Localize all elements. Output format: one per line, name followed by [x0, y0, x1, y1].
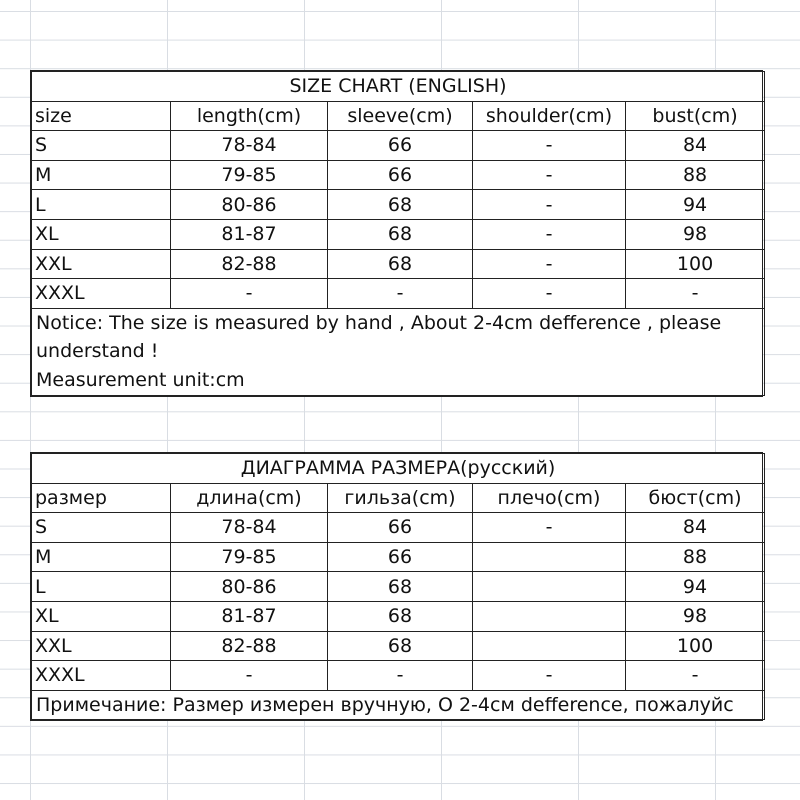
- bust-cell: 88: [626, 160, 765, 190]
- header-length: длина(cm): [171, 483, 328, 513]
- size-cell: XXL: [32, 249, 171, 279]
- header-row: [32, 483, 765, 513]
- table-row: [32, 160, 765, 190]
- sleeve-cell: 68: [328, 249, 473, 279]
- size-chart-russian: [30, 452, 763, 721]
- notice-text: [32, 690, 765, 720]
- length-cell: 82-88: [171, 631, 328, 661]
- table-row: [32, 279, 765, 309]
- length-cell: -: [171, 661, 328, 691]
- shoulder-cell: -: [473, 249, 626, 279]
- bust-cell: -: [626, 661, 765, 691]
- sleeve-cell: 66: [328, 160, 473, 190]
- sleeve-cell: -: [328, 661, 473, 691]
- length-cell: 78-84: [171, 131, 328, 161]
- bust-cell: 84: [626, 131, 765, 161]
- chart-title: SIZE CHART (ENGLISH): [32, 72, 765, 102]
- table-row: [32, 219, 765, 249]
- shoulder-cell: -: [473, 513, 626, 543]
- sleeve-cell: 68: [328, 631, 473, 661]
- measurement-unit-note: Measurement unit:cm: [36, 368, 245, 391]
- table-row: [32, 661, 765, 691]
- bust-cell: 88: [626, 542, 765, 572]
- table-row: [32, 601, 765, 631]
- length-cell: 81-87: [171, 219, 328, 249]
- shoulder-cell: -: [473, 190, 626, 220]
- size-cell: XL: [32, 219, 171, 249]
- table-row: [32, 131, 765, 161]
- header-bust: бюст(cm): [626, 483, 765, 513]
- length-cell: 78-84: [171, 513, 328, 543]
- size-cell: M: [32, 542, 171, 572]
- notice-row: [32, 308, 765, 395]
- length-cell: 80-86: [171, 572, 328, 602]
- bust-cell: -: [626, 279, 765, 309]
- sleeve-cell: 68: [328, 601, 473, 631]
- size-cell: L: [32, 190, 171, 220]
- sleeve-cell: 66: [328, 513, 473, 543]
- size-cell: XXXL: [32, 279, 171, 309]
- length-cell: 79-85: [171, 160, 328, 190]
- size-cell: XXXL: [32, 661, 171, 691]
- length-cell: -: [171, 279, 328, 309]
- sleeve-cell: 68: [328, 219, 473, 249]
- header-sleeve: гильза(cm): [328, 483, 473, 513]
- bust-cell: 94: [626, 572, 765, 602]
- table-title-row: [32, 454, 765, 484]
- size-cell: L: [32, 572, 171, 602]
- bust-cell: 84: [626, 513, 765, 543]
- bust-cell: 100: [626, 249, 765, 279]
- shoulder-cell: -: [473, 160, 626, 190]
- sleeve-cell: 68: [328, 572, 473, 602]
- bust-cell: 98: [626, 601, 765, 631]
- header-length: length(cm): [171, 101, 328, 131]
- header-size: размер: [32, 483, 171, 513]
- header-size: size: [32, 101, 171, 131]
- table-row: [32, 631, 765, 661]
- shoulder-cell: [473, 631, 626, 661]
- shoulder-cell: [473, 572, 626, 602]
- notice-text: [32, 308, 765, 395]
- notice-line: understand !: [36, 340, 159, 363]
- header-row: [32, 101, 765, 131]
- shoulder-cell: -: [473, 661, 626, 691]
- size-chart-english: [30, 70, 763, 397]
- bust-cell: 100: [626, 631, 765, 661]
- table-row: [32, 249, 765, 279]
- shoulder-cell: [473, 542, 626, 572]
- table-row: [32, 542, 765, 572]
- bust-cell: 98: [626, 219, 765, 249]
- length-cell: 81-87: [171, 601, 328, 631]
- sleeve-cell: 66: [328, 131, 473, 161]
- length-cell: 80-86: [171, 190, 328, 220]
- shoulder-cell: [473, 601, 626, 631]
- table-row: [32, 190, 765, 220]
- size-cell: XL: [32, 601, 171, 631]
- length-cell: 79-85: [171, 542, 328, 572]
- sleeve-cell: -: [328, 279, 473, 309]
- chart-title: ДИАГРАММА РАЗМЕРА(русский): [32, 454, 765, 484]
- table-row: [32, 572, 765, 602]
- header-shoulder: плечо(cm): [473, 483, 626, 513]
- sleeve-cell: 66: [328, 542, 473, 572]
- table-title-row: [32, 72, 765, 102]
- shoulder-cell: -: [473, 219, 626, 249]
- size-cell: S: [32, 513, 171, 543]
- header-sleeve: sleeve(cm): [328, 101, 473, 131]
- header-shoulder: shoulder(cm): [473, 101, 626, 131]
- size-cell: XXL: [32, 631, 171, 661]
- length-cell: 82-88: [171, 249, 328, 279]
- size-cell: M: [32, 160, 171, 190]
- notice-line: Notice: The size is measured by hand , About 2-4cm defference , please: [36, 311, 722, 334]
- shoulder-cell: -: [473, 131, 626, 161]
- notice-row: [32, 690, 765, 720]
- shoulder-cell: -: [473, 279, 626, 309]
- table-row: [32, 513, 765, 543]
- bust-cell: 94: [626, 190, 765, 220]
- header-bust: bust(cm): [626, 101, 765, 131]
- notice-line: Примечание: Размер измерен вручную, О 2-4см defference, пожалуйс: [36, 693, 734, 716]
- size-cell: S: [32, 131, 171, 161]
- sleeve-cell: 68: [328, 190, 473, 220]
